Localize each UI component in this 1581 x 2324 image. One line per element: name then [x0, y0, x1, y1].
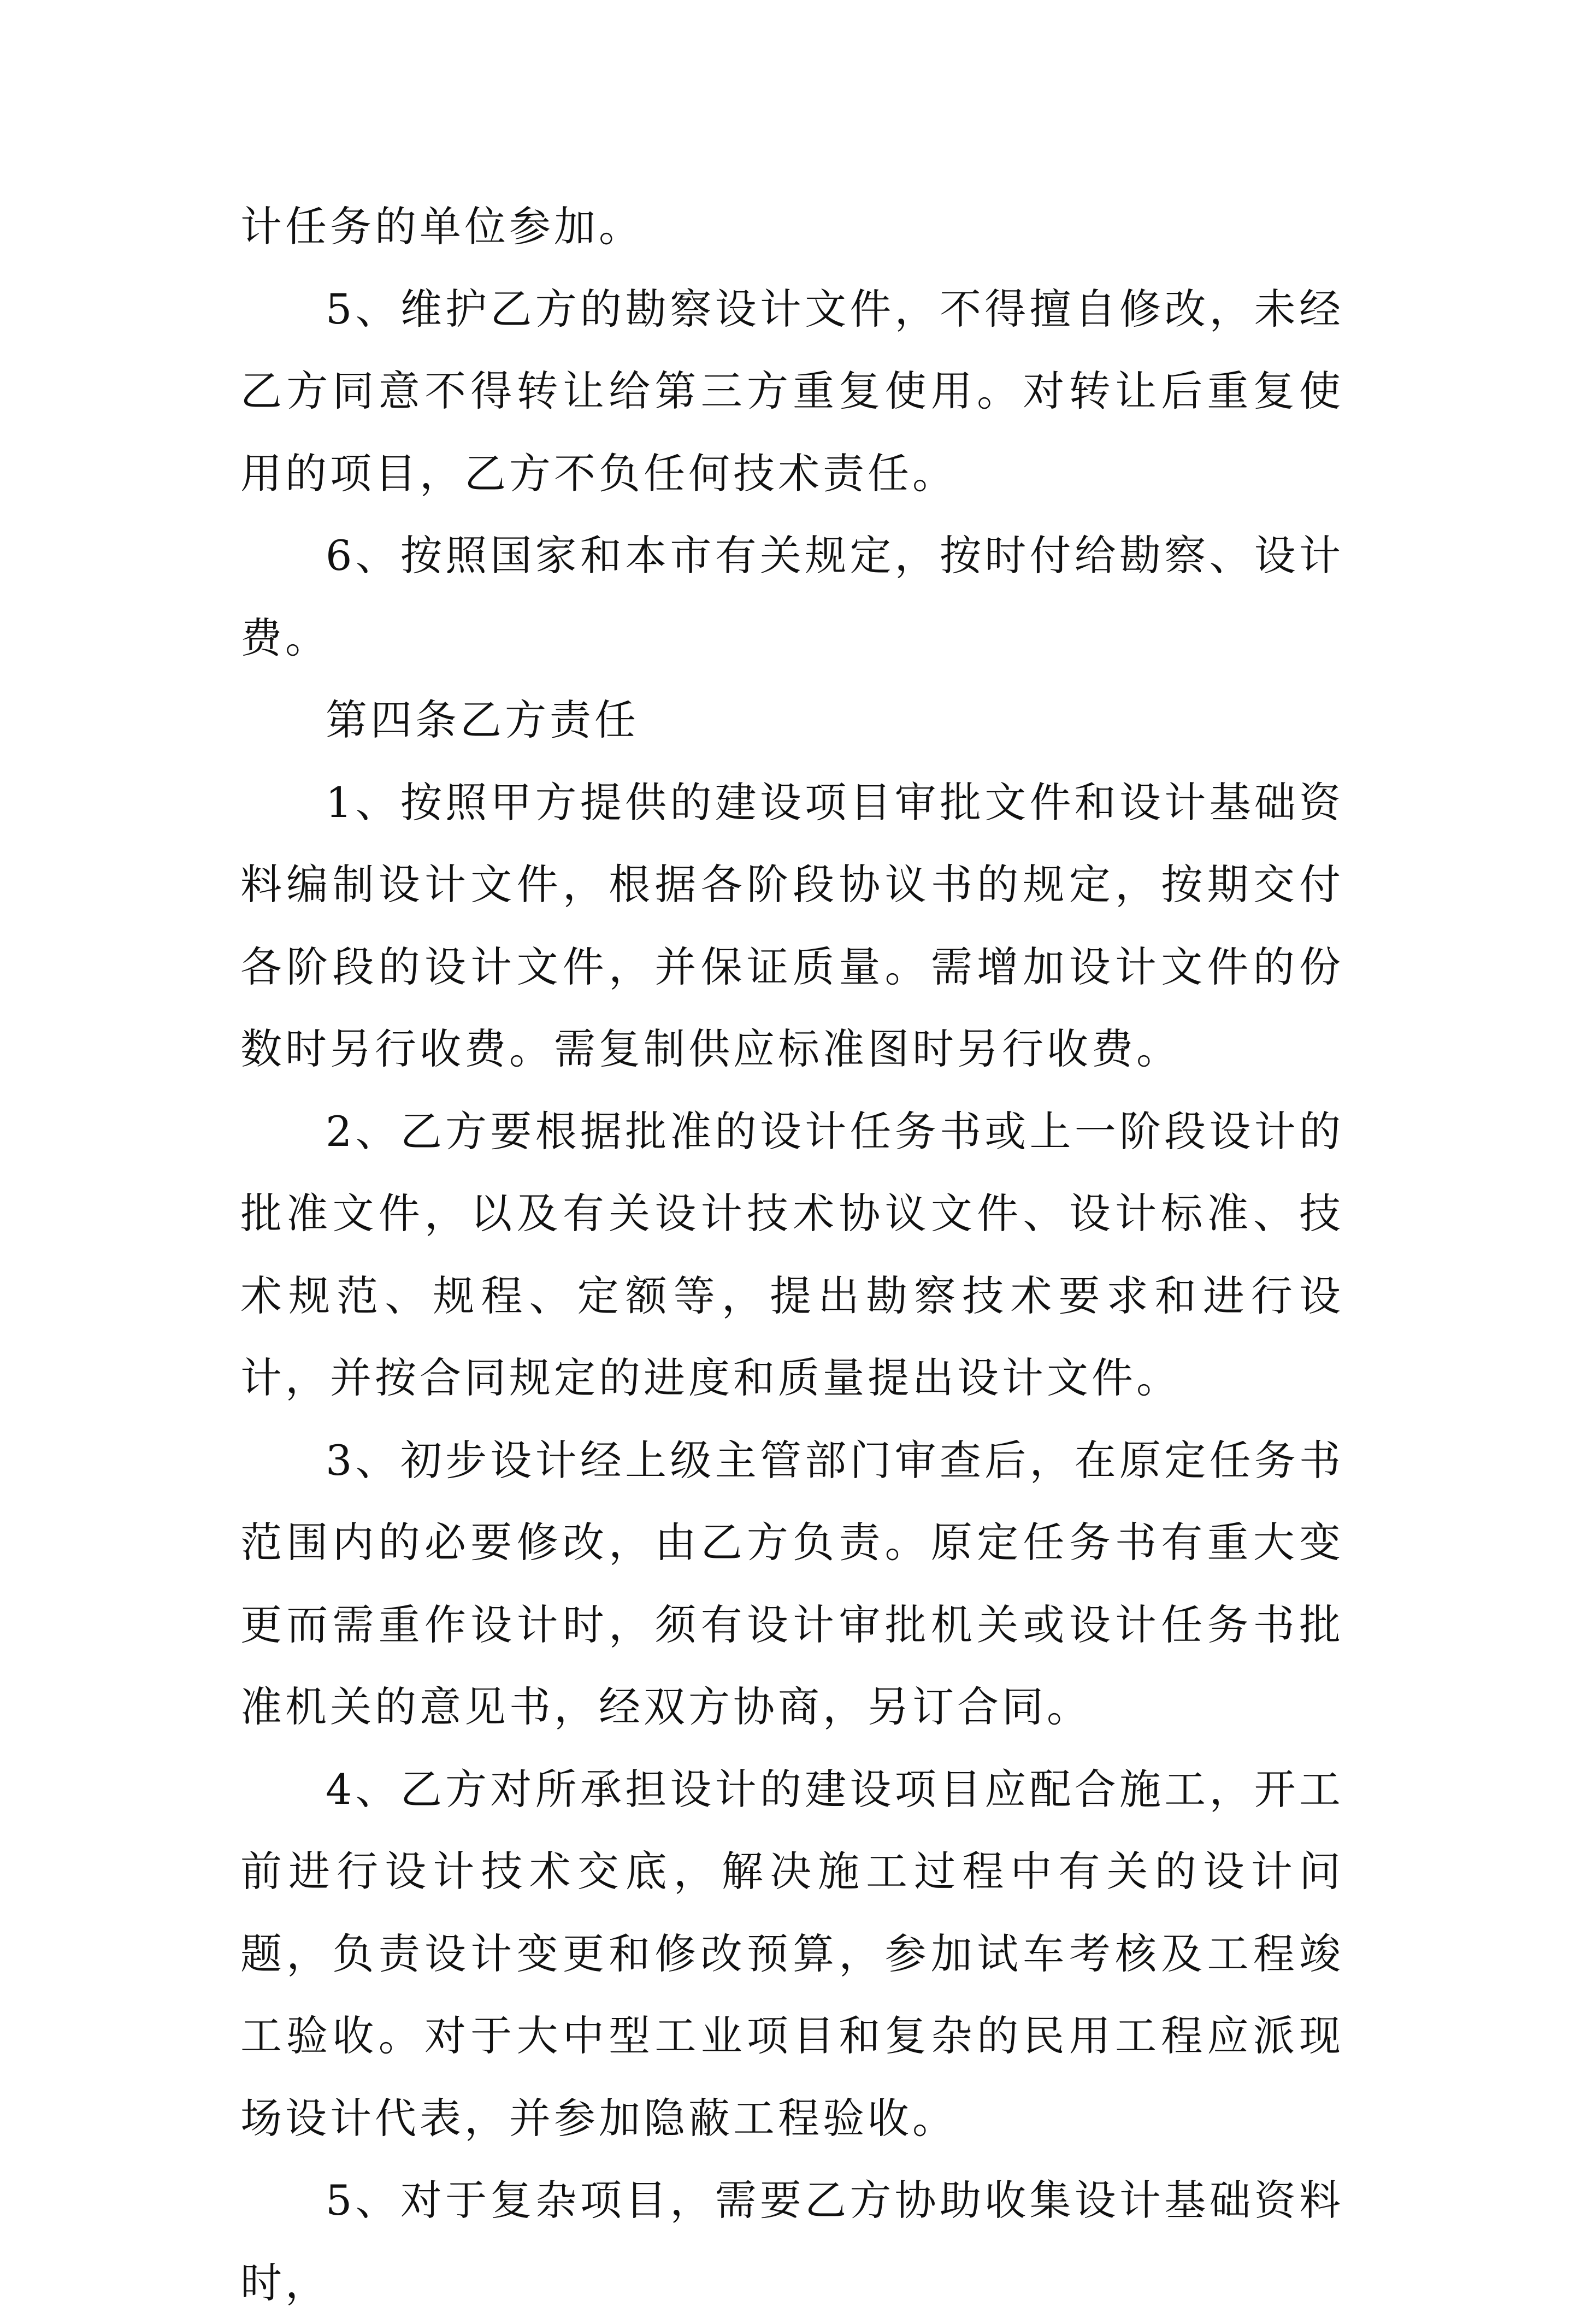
paragraph-clause-5: 5、维护乙方的勘察设计文件，不得擅自修改，未经乙方同意不得转让给第三方重复使用。对转让后重复使用的项目，乙方不负任何技术责任。	[240, 284, 1344, 498]
section-heading-article-4: 第四条乙方责任	[326, 696, 639, 744]
paragraph-item-5: 5、对于复杂项目，需要乙方协助收集设计基础资料时，	[240, 2176, 1344, 2307]
paragraph-clause-6: 6、按照国家和本市有关规定，按时付给勘察、设计费。	[240, 531, 1344, 662]
paragraph-item-4: 4、乙方对所承担设计的建设项目应配合施工，开工前进行设计技术交底，解决施工过程中有关的设计问题，负责设计变更和修改预算，参加试车考核及工程竣工验收。对于大中型工业项目和复杂的民用工程应派现场设计代表，并参加隐蔽工程验收。	[240, 1764, 1344, 2143]
paragraph-item-2: 2、乙方要根据批准的设计任务书或上一阶段设计的批准文件，以及有关设计技术协议文件、设计标准、技术规范、规程、定额等，提出勘察技术要求和进行设计，并按合同规定的进度和质量提出设计文件。	[240, 1107, 1344, 1402]
paragraph-continuation: 计任务的单位参加。	[240, 202, 644, 251]
paragraph-item-1: 1、按照甲方提供的建设项目审批文件和设计基础资料编制设计文件，根据各阶段协议书的规定，按期交付各阶段的设计文件，并保证质量。需增加设计文件的份数时另行收费。需复制供应标准图时另行收费。	[240, 778, 1344, 1073]
paragraph-item-3: 3、初步设计经上级主管部门审查后，在原定任务书范围内的必要修改，由乙方负责。原定任务书有重大变更而需重作设计时，须有设计审批机关或设计任务书批准机关的意见书，经双方协商，另订合同。	[240, 1435, 1344, 1731]
document-body	[240, 186, 1344, 2324]
